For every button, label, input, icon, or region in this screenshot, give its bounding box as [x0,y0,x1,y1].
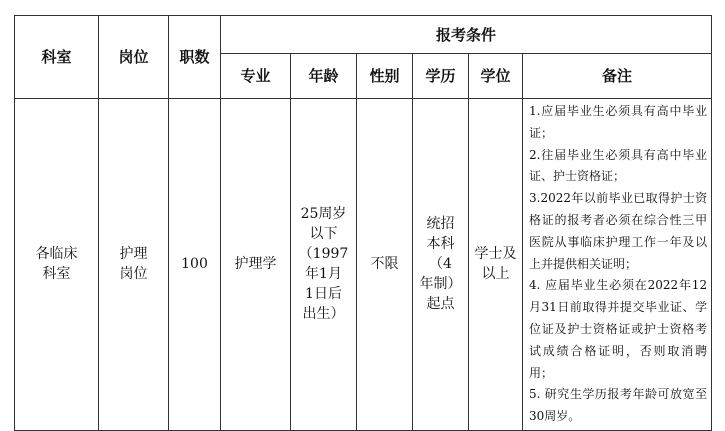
header-row-1 [15,16,712,54]
cell-dept: 各临床 科室 [15,99,99,431]
cell-education: 统招 本科 （4 年制） 起点 [413,99,469,431]
header-age: 年龄 [291,54,357,99]
cell-gender: 不限 [357,99,413,431]
note-item-1: 1.应届毕业生必须具有高中毕业证； [529,104,708,140]
cell-notes [523,99,712,431]
header-position: 岗位 [99,16,169,99]
header-dept: 科室 [15,16,99,99]
cell-degree: 学士及 以上 [469,99,523,431]
note-item-4: 4. 应届毕业生必须在2022年12月31日前取得并提交毕业证、学位证及护士资格证或护士资格考试成绩合格证明，否则取消聘用； [529,278,708,380]
header-degree: 学位 [469,54,523,99]
table-row [15,99,712,431]
note-item-2: 2.往届毕业生必须具有高中毕业证、护士资格证； [529,147,708,184]
header-education: 学历 [413,54,469,99]
header-notes: 备注 [523,54,712,99]
note-item-3: 3.2022年以前毕业已取得护士资格证的报考者必须在综合性三甲医院从事临床护理工作一年及以上并提供相关证明； [529,191,708,271]
recruitment-table [14,15,712,431]
header-conditions: 报考条件 [221,16,712,54]
cell-position: 护理 岗位 [99,99,169,431]
cell-count: 100 [169,99,221,431]
cell-age: 25周岁 以下 （1997 年1月 1日后 出生） [291,99,357,431]
note-item-5: 5. 研究生学历报考年龄可放宽至30周岁。 [529,387,708,424]
cell-major: 护理学 [221,99,291,431]
header-count: 职数 [169,16,221,99]
header-gender: 性别 [357,54,413,99]
header-major: 专业 [221,54,291,99]
